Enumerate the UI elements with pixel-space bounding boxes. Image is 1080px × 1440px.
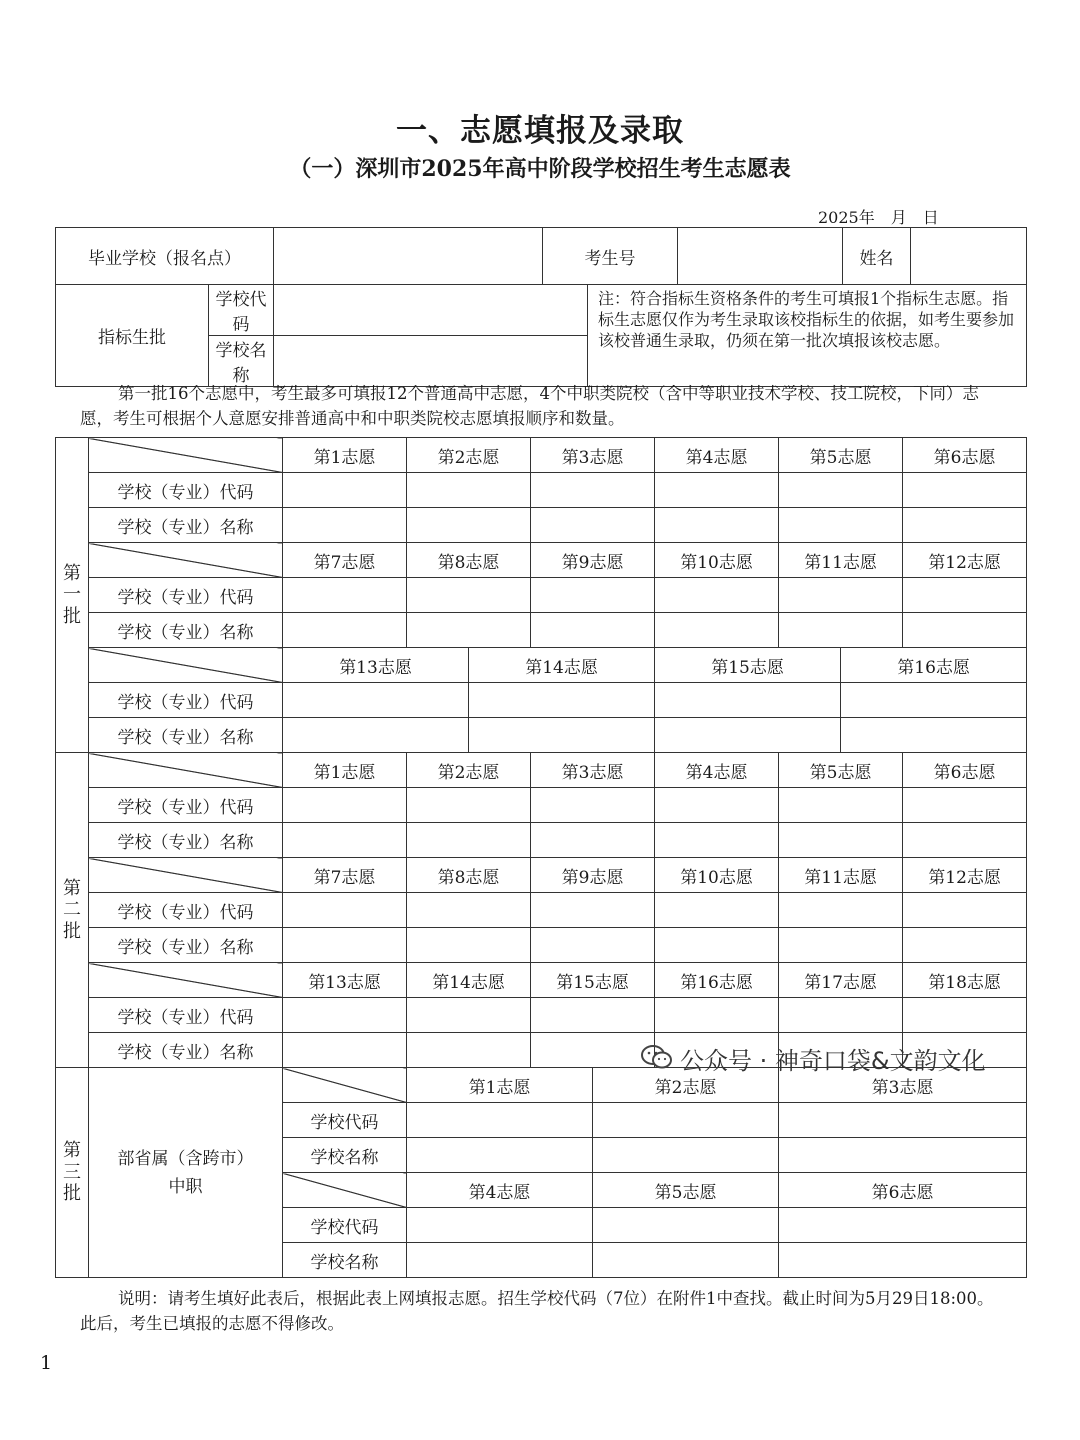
school-code-cell[interactable] bbox=[531, 998, 655, 1033]
school-name-cell[interactable] bbox=[407, 613, 531, 648]
preference-header: 第16志愿 bbox=[655, 963, 779, 998]
school-code-cell[interactable] bbox=[655, 473, 779, 508]
student-name-label: 姓名 bbox=[843, 228, 911, 285]
preference-header: 第12志愿 bbox=[903, 543, 1027, 578]
school-code-cell[interactable] bbox=[903, 893, 1027, 928]
batch3-category-line: 中职 bbox=[168, 1176, 203, 1197]
quota-code-field[interactable] bbox=[274, 285, 588, 336]
school-code-cell[interactable] bbox=[655, 893, 779, 928]
preference-header: 第5志愿 bbox=[779, 438, 903, 473]
preference-header: 第18志愿 bbox=[903, 963, 1027, 998]
school-name-label: 学校（专业）名称 bbox=[89, 718, 283, 753]
school-code-cell[interactable] bbox=[779, 578, 903, 613]
diagonal-header-cell bbox=[89, 858, 283, 893]
diagonal-header-cell bbox=[283, 1173, 407, 1208]
school-name-cell[interactable] bbox=[531, 1033, 655, 1068]
school-code-cell[interactable] bbox=[407, 578, 531, 613]
preference-header: 第4志愿 bbox=[407, 1173, 593, 1208]
school-name-cell[interactable] bbox=[903, 928, 1027, 963]
batch-label-char: 批 bbox=[63, 920, 81, 942]
school-code-cell[interactable] bbox=[283, 788, 407, 823]
page-title: 一、志愿填报及录取 bbox=[396, 113, 684, 149]
school-name-cell[interactable] bbox=[531, 823, 655, 858]
exam-number-label: 考生号 bbox=[543, 228, 678, 285]
preference-header: 第6志愿 bbox=[903, 753, 1027, 788]
batch-label-batch3 bbox=[56, 1068, 89, 1278]
preference-header: 第15志愿 bbox=[531, 963, 655, 998]
batch-label-char: 二 bbox=[63, 899, 81, 921]
school-name-cell[interactable] bbox=[283, 508, 407, 543]
school-name-cell[interactable] bbox=[655, 928, 779, 963]
school-name-cell[interactable] bbox=[841, 718, 1027, 753]
batch-label-char: 批 bbox=[63, 1183, 81, 1205]
school-name-cell[interactable] bbox=[779, 1138, 1027, 1173]
batch-label-char: 第 bbox=[63, 1140, 81, 1162]
school-code-label: 学校（专业）代码 bbox=[89, 893, 283, 928]
school-code-cell[interactable] bbox=[283, 473, 407, 508]
preference-header: 第6志愿 bbox=[779, 1173, 1027, 1208]
school-code-cell[interactable] bbox=[903, 578, 1027, 613]
school-code-cell[interactable] bbox=[779, 473, 903, 508]
watermark: 公众号 · 神奇口袋&文韵文化 bbox=[680, 1047, 986, 1075]
graduation-school-label: 毕业学校（报名点） bbox=[56, 228, 274, 285]
school-code-cell[interactable] bbox=[655, 788, 779, 823]
wechat-icon bbox=[640, 1044, 674, 1070]
preference-header: 第3志愿 bbox=[531, 438, 655, 473]
school-name-cell[interactable] bbox=[779, 1243, 1027, 1278]
school-code-cell[interactable] bbox=[283, 893, 407, 928]
diagonal-header-cell bbox=[89, 543, 283, 578]
page-number: 1 bbox=[40, 1352, 53, 1374]
school-name-cell[interactable] bbox=[531, 928, 655, 963]
school-name-cell[interactable] bbox=[407, 823, 531, 858]
student-name-field[interactable] bbox=[911, 228, 1027, 285]
school-code-cell[interactable] bbox=[655, 998, 779, 1033]
school-code-cell[interactable] bbox=[407, 998, 531, 1033]
school-code-cell[interactable] bbox=[407, 1208, 593, 1243]
graduation-school-field[interactable] bbox=[274, 228, 543, 285]
school-code-cell[interactable] bbox=[779, 1208, 1027, 1243]
school-code-cell[interactable] bbox=[469, 683, 655, 718]
preference-header: 第7志愿 bbox=[283, 858, 407, 893]
school-name-cell[interactable] bbox=[531, 508, 655, 543]
preference-header: 第5志愿 bbox=[593, 1173, 779, 1208]
school-code-cell[interactable] bbox=[531, 788, 655, 823]
school-code-cell[interactable] bbox=[531, 578, 655, 613]
quota-batch-label: 指标生批 bbox=[56, 285, 209, 387]
preference-table bbox=[55, 437, 1027, 1278]
school-code-cell[interactable] bbox=[283, 683, 469, 718]
school-name-cell[interactable] bbox=[903, 508, 1027, 543]
school-name-cell[interactable] bbox=[469, 718, 655, 753]
school-code-cell[interactable] bbox=[531, 893, 655, 928]
preference-header: 第6志愿 bbox=[903, 438, 1027, 473]
school-name-cell[interactable] bbox=[407, 1033, 531, 1068]
intro-paragraph: 第一批16个志愿中，考生最多可填报12个普通高中志愿，4个中职类院校（含中等职业技术学校、技工院校，下同）志愿，考生可根据个人意愿安排普通高中和中职类院校志愿填报顺序和数量。 bbox=[80, 384, 979, 428]
school-code-cell[interactable] bbox=[593, 1103, 779, 1138]
school-code-cell[interactable] bbox=[903, 998, 1027, 1033]
school-code-cell[interactable] bbox=[407, 1103, 593, 1138]
preference-header: 第16志愿 bbox=[841, 648, 1027, 683]
date-line: 2025年 月 日 bbox=[818, 208, 939, 227]
school-code-label: 学校（专业）代码 bbox=[89, 473, 283, 508]
preference-header: 第11志愿 bbox=[779, 858, 903, 893]
school-code-cell[interactable] bbox=[779, 1103, 1027, 1138]
preference-header: 第1志愿 bbox=[283, 438, 407, 473]
school-name-cell[interactable] bbox=[407, 928, 531, 963]
school-name-label: 学校（专业）名称 bbox=[89, 928, 283, 963]
school-name-cell[interactable] bbox=[283, 928, 407, 963]
school-name-label: 学校（专业）名称 bbox=[89, 613, 283, 648]
preference-header: 第10志愿 bbox=[655, 543, 779, 578]
quota-name-field[interactable] bbox=[274, 336, 588, 387]
preference-header: 第15志愿 bbox=[655, 648, 841, 683]
form-subtitle: （一）深圳市2025年高中阶段学校招生考生志愿表 bbox=[289, 156, 791, 182]
preference-header: 第11志愿 bbox=[779, 543, 903, 578]
school-name-cell[interactable] bbox=[407, 1243, 593, 1278]
school-name-cell[interactable] bbox=[531, 613, 655, 648]
school-code-cell[interactable] bbox=[531, 473, 655, 508]
school-code-label: 学校（专业）代码 bbox=[89, 578, 283, 613]
header-table bbox=[55, 227, 1027, 387]
school-name-cell[interactable] bbox=[283, 823, 407, 858]
preference-header: 第2志愿 bbox=[407, 438, 531, 473]
batch-label-char: 三 bbox=[63, 1161, 81, 1183]
preference-header: 第2志愿 bbox=[593, 1068, 779, 1103]
preference-header: 第8志愿 bbox=[407, 543, 531, 578]
school-name-cell[interactable] bbox=[593, 1243, 779, 1278]
quota-note: 注：符合指标生资格条件的考生可填报1个指标生志愿。指标生志愿仅作为考生录取该校指标生的依据，如考生要参加该校普通生录取，仍须在第一批次填报该校志愿。 bbox=[588, 285, 1027, 387]
preference-header: 第4志愿 bbox=[655, 438, 779, 473]
school-code-cell[interactable] bbox=[283, 998, 407, 1033]
diagonal-header-cell bbox=[89, 963, 283, 998]
preference-header: 第17志愿 bbox=[779, 963, 903, 998]
school-name-cell[interactable] bbox=[407, 508, 531, 543]
school-name-cell[interactable] bbox=[779, 508, 903, 543]
preference-header: 第14志愿 bbox=[469, 648, 655, 683]
batch3-category bbox=[89, 1068, 283, 1278]
preference-header: 第12志愿 bbox=[903, 858, 1027, 893]
preference-header: 第3志愿 bbox=[779, 1068, 1027, 1103]
batch-label-char: 批 bbox=[63, 605, 81, 627]
preference-header: 第4志愿 bbox=[655, 753, 779, 788]
school-code-label: 学校代码 bbox=[283, 1208, 407, 1243]
preference-header: 第13志愿 bbox=[283, 963, 407, 998]
preference-header: 第1志愿 bbox=[407, 1068, 593, 1103]
school-name-cell[interactable] bbox=[655, 508, 779, 543]
school-code-cell[interactable] bbox=[779, 893, 903, 928]
school-name-cell[interactable] bbox=[655, 613, 779, 648]
school-code-cell[interactable] bbox=[655, 683, 841, 718]
diagonal-header-cell bbox=[283, 1068, 407, 1103]
quota-name-label: 学校名称 bbox=[209, 336, 274, 387]
preference-header: 第3志愿 bbox=[531, 753, 655, 788]
school-name-cell[interactable] bbox=[903, 823, 1027, 858]
school-code-cell[interactable] bbox=[655, 578, 779, 613]
school-code-label: 学校代码 bbox=[283, 1103, 407, 1138]
school-code-cell[interactable] bbox=[903, 788, 1027, 823]
diagonal-header-cell bbox=[89, 438, 283, 473]
school-code-cell[interactable] bbox=[779, 788, 903, 823]
school-code-label: 学校（专业）代码 bbox=[89, 683, 283, 718]
preference-header: 第8志愿 bbox=[407, 858, 531, 893]
preference-header: 第10志愿 bbox=[655, 858, 779, 893]
school-code-cell[interactable] bbox=[407, 473, 531, 508]
school-name-label: 学校（专业）名称 bbox=[89, 508, 283, 543]
batch-label-char: 第 bbox=[63, 877, 81, 899]
school-code-cell[interactable] bbox=[407, 893, 531, 928]
preference-header: 第14志愿 bbox=[407, 963, 531, 998]
school-name-cell[interactable] bbox=[655, 823, 779, 858]
batch3-category-line: 部省属（含跨市） bbox=[117, 1148, 254, 1169]
school-code-label: 学校（专业）代码 bbox=[89, 788, 283, 823]
batch-label-batch1 bbox=[56, 438, 89, 753]
school-code-cell[interactable] bbox=[593, 1208, 779, 1243]
preference-header: 第9志愿 bbox=[531, 543, 655, 578]
school-name-cell[interactable] bbox=[903, 613, 1027, 648]
preference-header: 第2志愿 bbox=[407, 753, 531, 788]
school-name-cell[interactable] bbox=[779, 613, 903, 648]
school-code-cell[interactable] bbox=[903, 473, 1027, 508]
school-name-cell[interactable] bbox=[283, 613, 407, 648]
school-name-label: 学校（专业）名称 bbox=[89, 823, 283, 858]
school-name-label: 学校名称 bbox=[283, 1138, 407, 1173]
school-name-label: 学校（专业）名称 bbox=[89, 1033, 283, 1068]
preference-header: 第5志愿 bbox=[779, 753, 903, 788]
exam-number-field[interactable] bbox=[678, 228, 843, 285]
school-code-cell[interactable] bbox=[841, 683, 1027, 718]
preference-header: 第7志愿 bbox=[283, 543, 407, 578]
batch-label-batch2 bbox=[56, 753, 89, 1068]
batch-label-char: 一 bbox=[63, 584, 81, 606]
school-name-cell[interactable] bbox=[283, 1033, 407, 1068]
school-name-cell[interactable] bbox=[779, 928, 903, 963]
school-name-cell[interactable] bbox=[655, 718, 841, 753]
school-name-cell[interactable] bbox=[593, 1138, 779, 1173]
school-code-cell[interactable] bbox=[407, 788, 531, 823]
diagonal-header-cell bbox=[89, 753, 283, 788]
school-code-cell[interactable] bbox=[283, 578, 407, 613]
footer-note: 说明：请考生填好此表后，根据此表上网填报志愿。招生学校代码（7位）在附件1中查找。截止时间为5月29日18:00。此后，考生已填报的志愿不得修改。 bbox=[80, 1289, 994, 1333]
diagonal-header-cell bbox=[89, 648, 283, 683]
school-code-cell[interactable] bbox=[779, 998, 903, 1033]
quota-code-label: 学校代码 bbox=[209, 285, 274, 336]
school-name-cell[interactable] bbox=[407, 1138, 593, 1173]
preference-header: 第1志愿 bbox=[283, 753, 407, 788]
school-name-cell[interactable] bbox=[283, 718, 469, 753]
school-name-cell[interactable] bbox=[779, 823, 903, 858]
batch-label-char: 第 bbox=[63, 562, 81, 584]
preference-header: 第9志愿 bbox=[531, 858, 655, 893]
school-name-label: 学校名称 bbox=[283, 1243, 407, 1278]
school-code-label: 学校（专业）代码 bbox=[89, 998, 283, 1033]
preference-header: 第13志愿 bbox=[283, 648, 469, 683]
